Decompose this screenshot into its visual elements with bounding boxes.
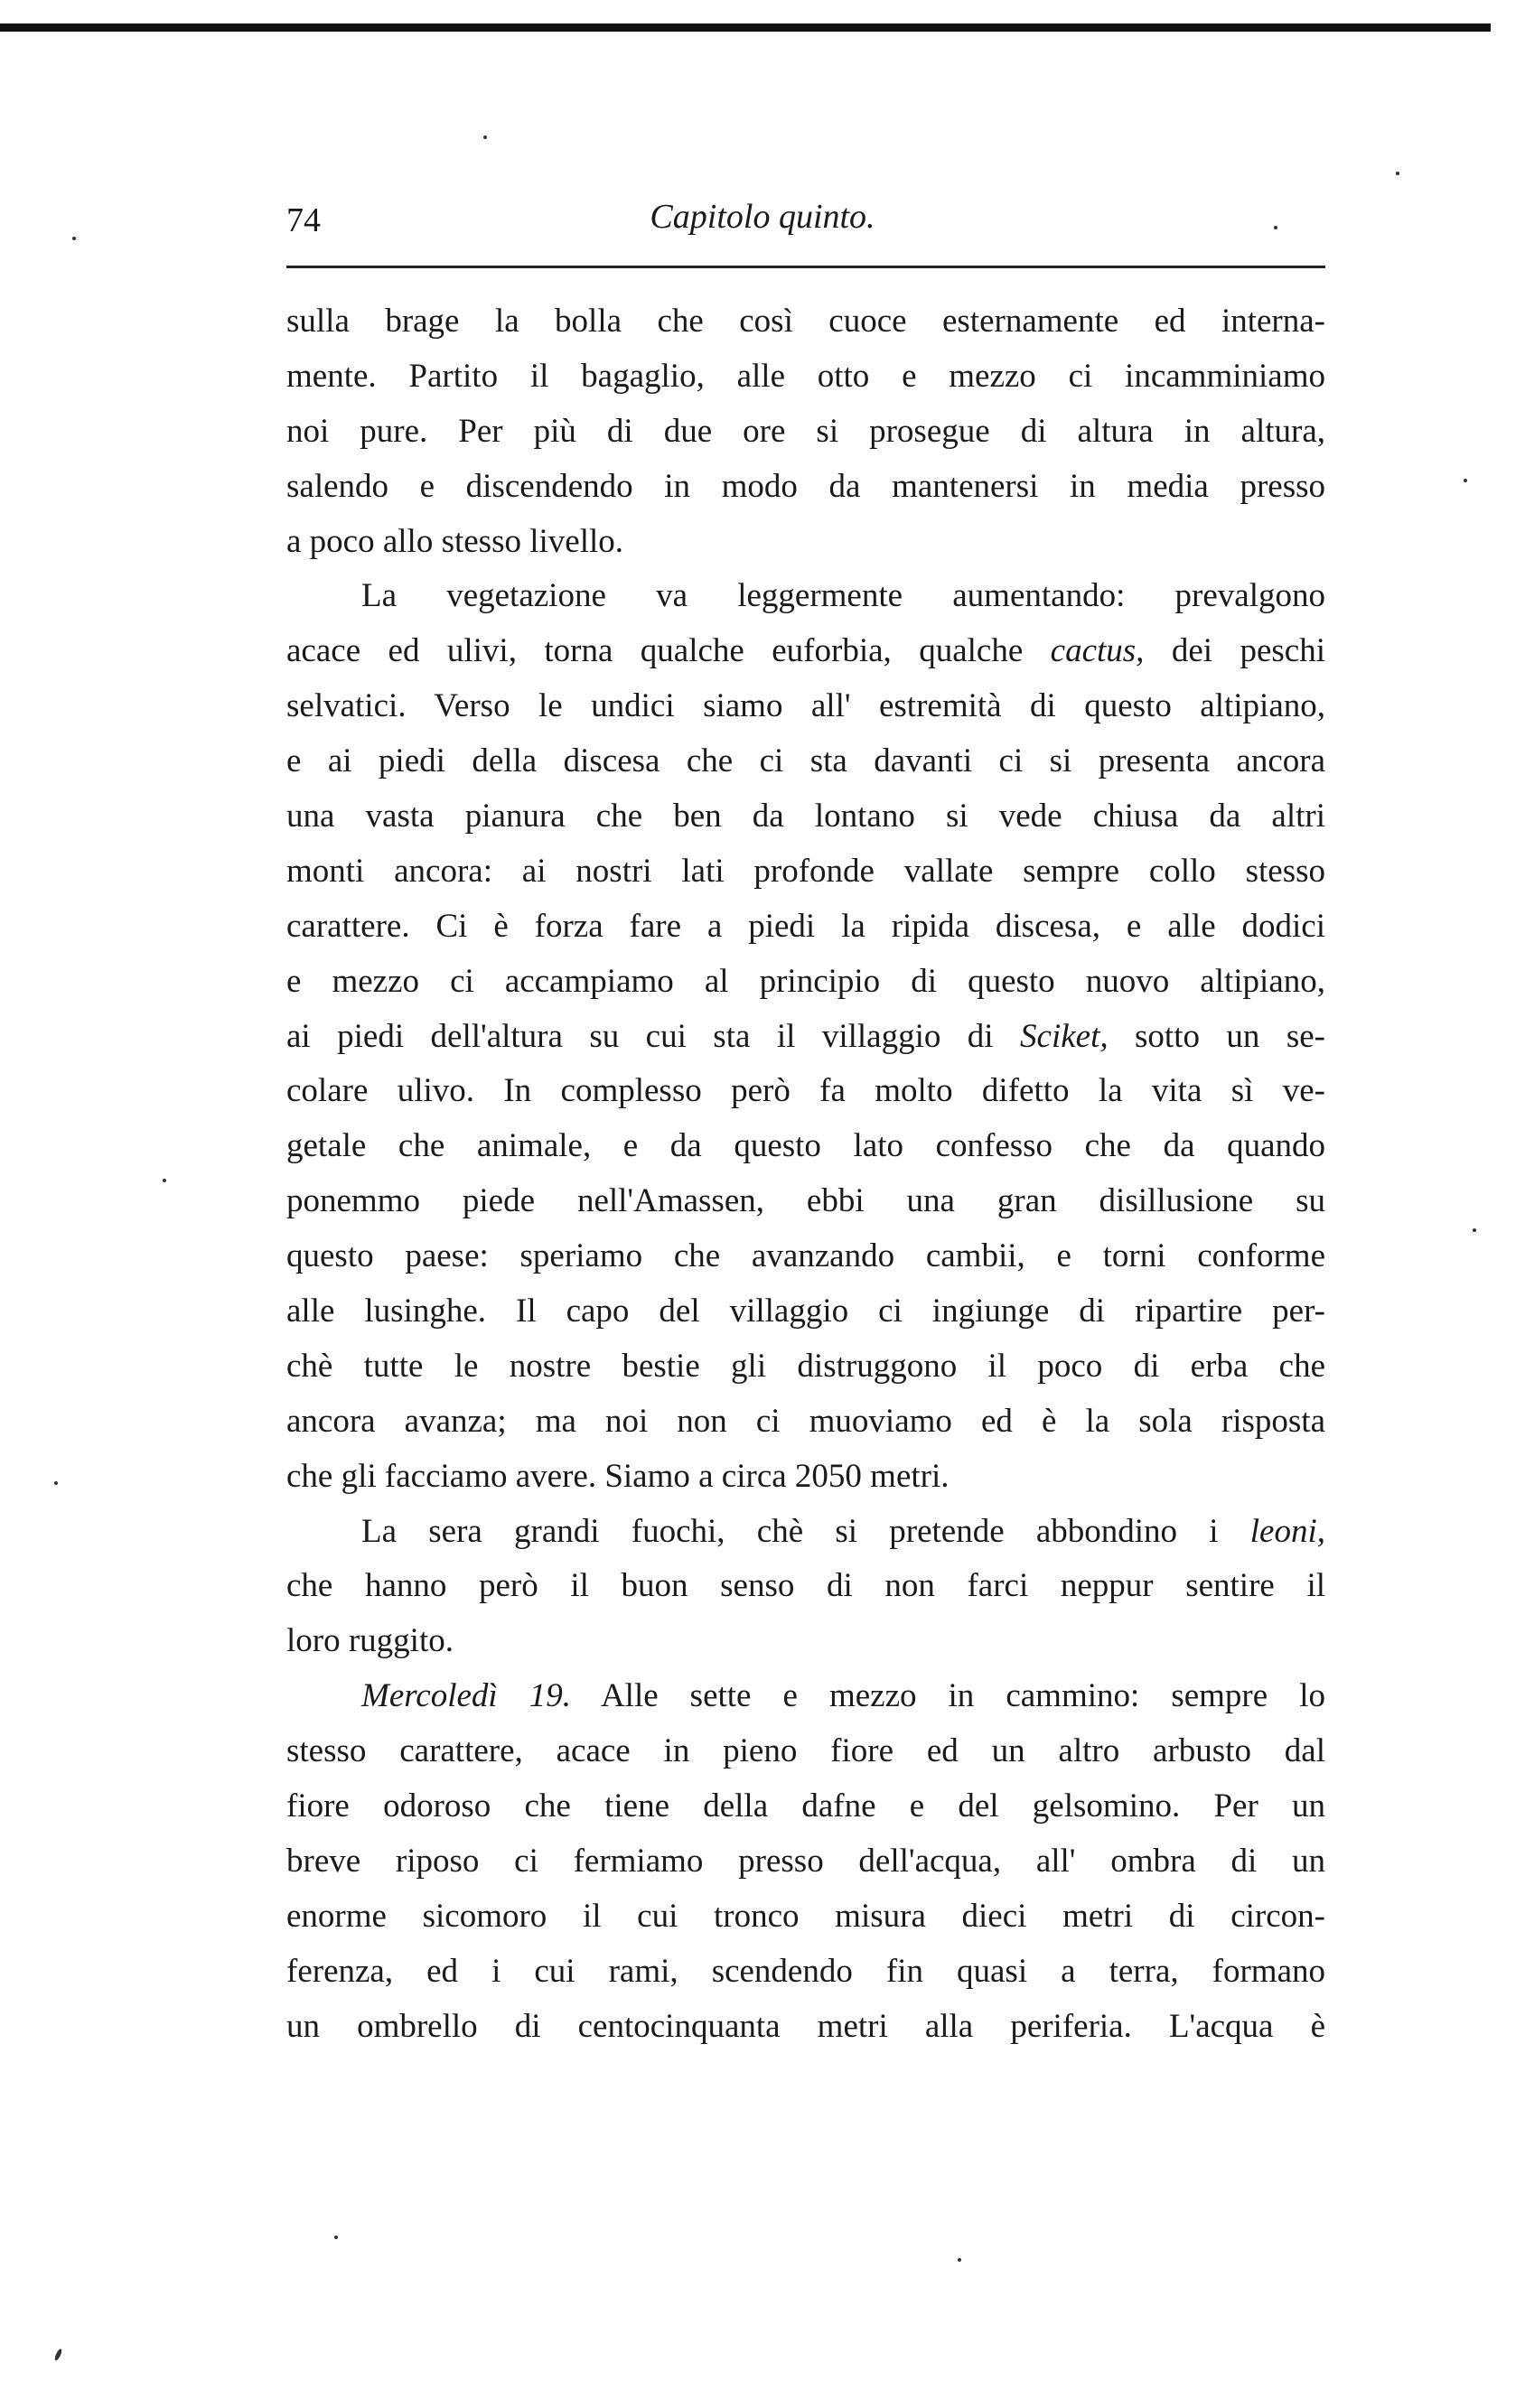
text-line bbox=[286, 1559, 1325, 1614]
italic-text: leoni, bbox=[1249, 1512, 1325, 1550]
text-segment: sotto un se- bbox=[1108, 1017, 1325, 1055]
text-segment: ferenza, ed i cui rami, scendendo fin quasi a terra, formano bbox=[286, 1952, 1325, 1990]
text-segment: e mezzo ci accampiamo al principio di questo nuovo altipiano, bbox=[286, 962, 1325, 1000]
scan-speck bbox=[1274, 226, 1277, 229]
text-segment: alle lusinghe. Il capo del villaggio ci ingiunge di ripartire per- bbox=[286, 1293, 1325, 1330]
text-segment: breve riposo ci fermiamo presso dell'acqua, all' ombra di un bbox=[286, 1842, 1325, 1880]
text-line bbox=[286, 1834, 1325, 1890]
text-line bbox=[286, 1450, 1325, 1505]
text-segment: acace ed ulivi, torna qualche euforbia, qualche bbox=[286, 632, 1051, 670]
text-line bbox=[286, 1669, 1325, 1724]
text-line bbox=[286, 1614, 1325, 1669]
text-line bbox=[286, 1284, 1325, 1339]
text-segment: fiore odoroso che tiene della dafne e del gelsomino. Per un bbox=[286, 1787, 1325, 1825]
text-segment: che gli facciamo avere. Siamo a circa 2050 metri. bbox=[286, 1457, 950, 1495]
text-segment: un ombrello di centocinquanta metri alla periferia. L'acqua è bbox=[286, 2007, 1325, 2045]
text-segment: colare ulivo. In complesso però fa molto difetto la vita sì ve- bbox=[286, 1072, 1325, 1110]
text-segment: una vasta pianura che ben da lontano si vede chiusa da altri bbox=[286, 798, 1325, 835]
text-segment: a poco allo stesso livello. bbox=[286, 522, 624, 560]
text-line bbox=[286, 679, 1325, 734]
text-line bbox=[286, 515, 1325, 570]
italic-text: Mercoledì 19. bbox=[361, 1677, 571, 1715]
text-line bbox=[286, 1724, 1325, 1779]
scan-speck bbox=[1396, 172, 1399, 175]
text-segment: che hanno però il buon senso di non farci neppur sentire il bbox=[286, 1567, 1325, 1605]
text-segment: salendo e discendendo in modo da mantenersi in media presso bbox=[286, 467, 1325, 505]
text-line bbox=[286, 1890, 1325, 1945]
text-line bbox=[286, 2000, 1325, 2055]
text-line bbox=[286, 1779, 1325, 1834]
text-line bbox=[286, 350, 1325, 405]
italic-text: Sciket, bbox=[1020, 1017, 1109, 1055]
text-segment: ponemmo piede nell'Amassen, ebbi una gran disillusione su bbox=[286, 1182, 1325, 1220]
text-segment: stesso carattere, acace in pieno fiore ed un altro arbusto dal bbox=[286, 1732, 1325, 1770]
text-line bbox=[286, 1229, 1325, 1284]
text-segment: sulla brage la bolla che così cuoce esternamente ed interna- bbox=[286, 303, 1325, 340]
text-line bbox=[286, 1505, 1325, 1560]
italic-text: cactus, bbox=[1050, 632, 1145, 670]
text-segment: e ai piedi della discesa che ci sta davanti ci si presenta ancora bbox=[286, 742, 1325, 780]
scan-speck bbox=[334, 2235, 338, 2239]
text-segment: Alle sette e mezzo in cammino: sempre lo bbox=[570, 1677, 1325, 1715]
text-line bbox=[286, 569, 1325, 624]
text-segment: selvatici. Verso le undici siamo all' estremità di questo altipiano, bbox=[286, 687, 1325, 725]
scan-speck bbox=[958, 2258, 961, 2262]
scan-speck bbox=[54, 1481, 58, 1485]
scan-speck bbox=[163, 1179, 166, 1182]
text-line bbox=[286, 1174, 1325, 1229]
page-number: 74 bbox=[286, 201, 321, 239]
scan-speck bbox=[53, 2348, 62, 2362]
scan-speck bbox=[483, 135, 487, 139]
text-line bbox=[286, 900, 1325, 955]
text-line bbox=[286, 955, 1325, 1010]
running-title: Capitolo quinto. bbox=[650, 198, 875, 236]
text-segment: mente. Partito il bagaglio, alle otto e mezzo ci incamminiamo bbox=[286, 357, 1325, 395]
text-line bbox=[286, 460, 1325, 515]
text-line bbox=[286, 1010, 1325, 1065]
header-rule bbox=[286, 266, 1325, 268]
text-segment: chè tutte le nostre bestie gli distruggono il poco di erba che bbox=[286, 1347, 1325, 1385]
text-segment: questo paese: speriamo che avanzando cambii, e torni conforme bbox=[286, 1237, 1325, 1275]
text-line bbox=[286, 1119, 1325, 1174]
text-segment: enorme sicomoro il cui tronco misura dieci metri di circon- bbox=[286, 1897, 1325, 1935]
text-segment: carattere. Ci è forza fare a piedi la ripida discesa, e alle dodici bbox=[286, 907, 1325, 945]
top-border-rule bbox=[0, 23, 1491, 32]
scan-speck bbox=[1464, 479, 1467, 482]
text-line bbox=[286, 845, 1325, 900]
text-line bbox=[286, 1395, 1325, 1450]
text-segment: La vegetazione va leggermente aumentando: prevalgono bbox=[361, 577, 1325, 615]
text-segment: loro ruggito. bbox=[286, 1622, 454, 1660]
text-line bbox=[286, 1945, 1325, 2000]
text-segment: monti ancora: ai nostri lati profonde vallate sempre collo stesso bbox=[286, 852, 1325, 890]
text-segment: noi pure. Per più di due ore si prosegue di altura in altura, bbox=[286, 412, 1325, 450]
body-text bbox=[286, 294, 1325, 2055]
text-segment: ai piedi dell'altura su cui sta il villaggio di bbox=[286, 1017, 1021, 1055]
text-line bbox=[286, 1064, 1325, 1119]
text-line bbox=[286, 405, 1325, 460]
text-segment: getale che animale, e da questo lato confesso che da quando bbox=[286, 1127, 1325, 1165]
text-segment: dei peschi bbox=[1144, 632, 1325, 670]
text-line bbox=[286, 1339, 1325, 1395]
text-segment: ancora avanza; ma noi non ci muoviamo ed è la sola risposta bbox=[286, 1402, 1325, 1440]
text-line bbox=[286, 624, 1325, 679]
scan-speck bbox=[1473, 1228, 1476, 1232]
text-segment: La sera grandi fuochi, chè si pretende abbondino i bbox=[361, 1512, 1250, 1550]
text-line bbox=[286, 734, 1325, 789]
scan-speck bbox=[72, 237, 76, 240]
text-line bbox=[286, 789, 1325, 845]
text-line bbox=[286, 294, 1325, 350]
